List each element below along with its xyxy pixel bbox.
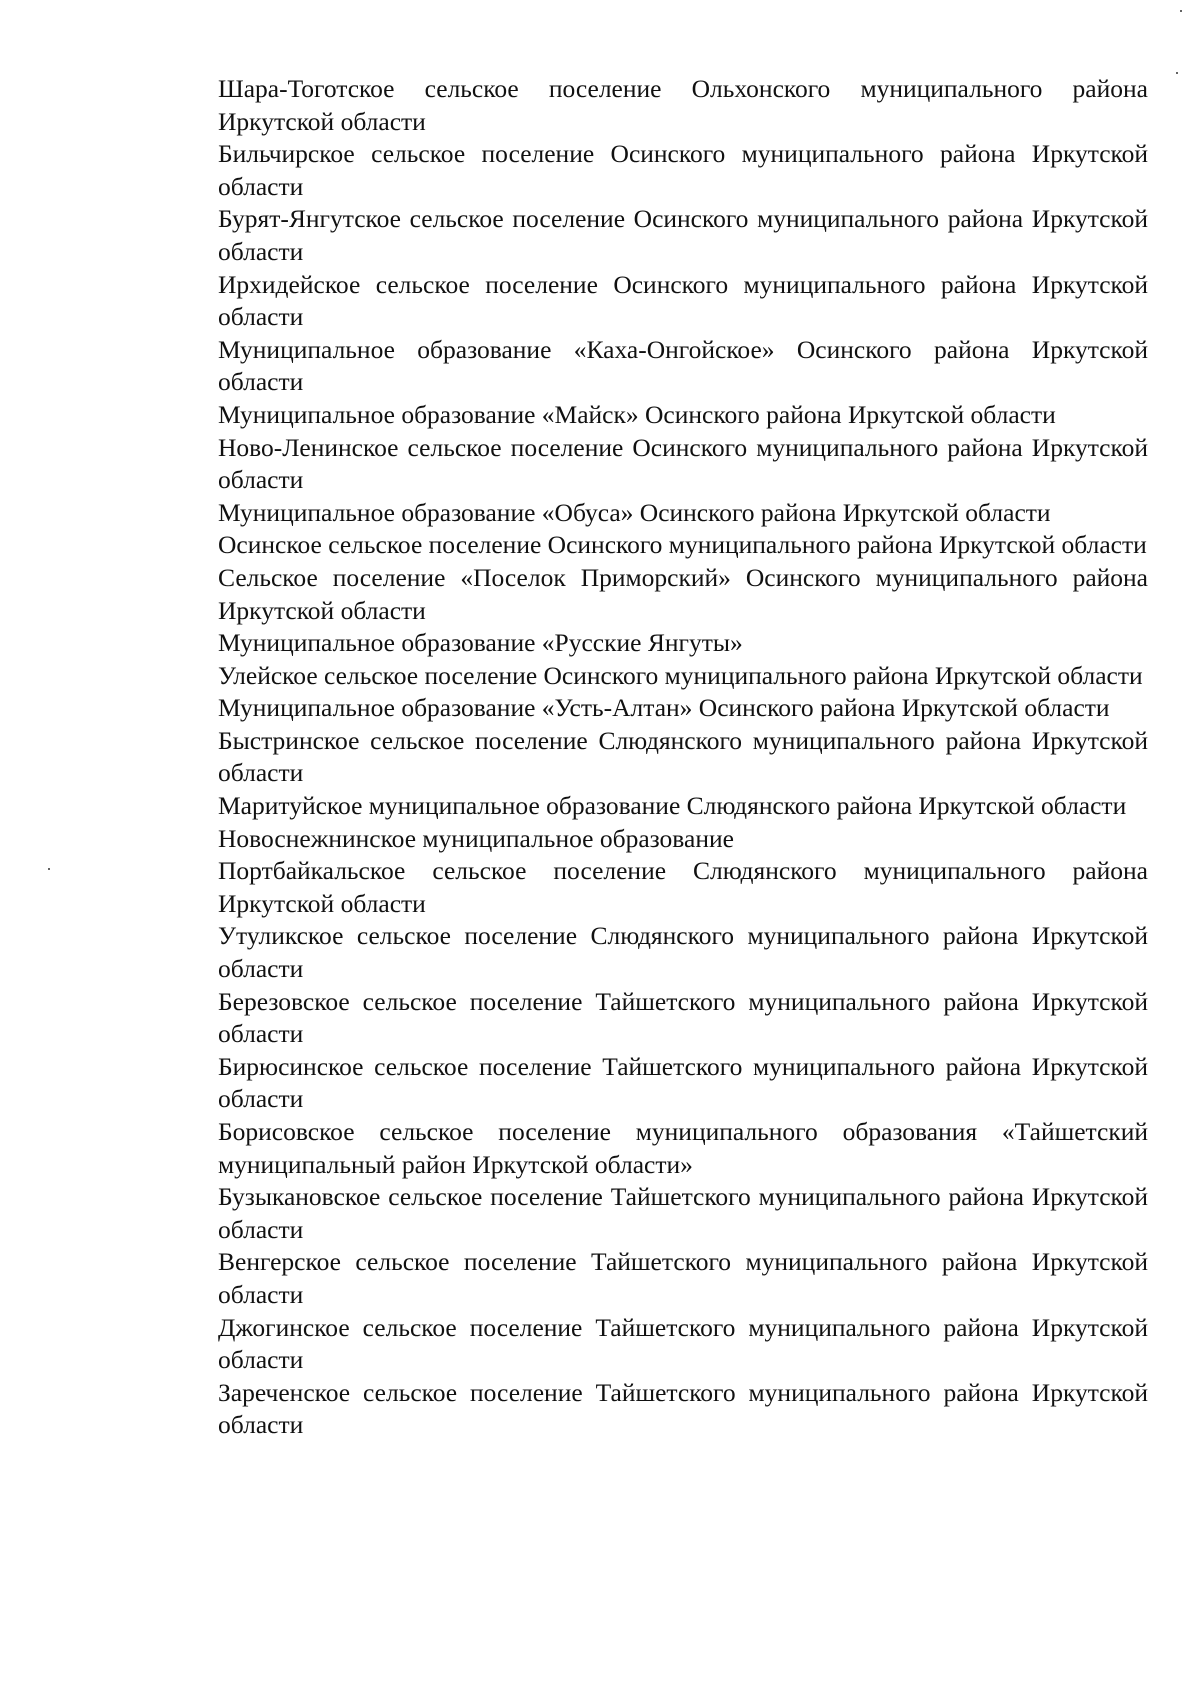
list-item: Борисовское сельское поселение муниципального образования «Тайшетский муниципальный район Иркутской области» <box>218 1117 1148 1179</box>
list-item: Утуликское сельское поселение Слюдянского муниципального района Иркутской области <box>218 921 1148 984</box>
list-item: Муниципальное образование «Обуса» Осинского района Иркутской области <box>218 497 1051 527</box>
entity-list <box>218 73 1148 1442</box>
list-item: Бильчирское сельское поселение Осинского муниципального района Иркутской области <box>218 139 1148 201</box>
list-item: Муниципальное образование «Усть-Алтан» Осинского района Иркутской области <box>218 693 1110 723</box>
list-item: Новоснежнинское муниципальное образование <box>218 823 734 853</box>
list-item: Маритуйское муниципальное образование Слюдянского района Иркутской области <box>218 791 1127 821</box>
list-item: Быстринское сельское поселение Слюдянского муниципального района Иркутской области <box>218 725 1148 788</box>
list-item: Шара-Тоготское сельское поселение Ольхонского муниципального района Иркутской области <box>218 74 1148 136</box>
list-item: Зареченское сельское поселение Тайшетского муниципального района Иркутской области <box>218 1377 1148 1440</box>
list-item: Муниципальное образование «Майск» Осинского района Иркутской области <box>218 399 1056 429</box>
list-item: Улейское сельское поселение Осинского муниципального района Иркутской области <box>218 660 1143 690</box>
list-item: Бирюсинское сельское поселение Тайшетского муниципального района Иркутской области <box>218 1051 1148 1114</box>
list-item: Муниципальное образование «Русские Янгуты» <box>218 628 743 658</box>
list-item: Муниципальное образование «Каха-Онгойское» Осинского района Иркутской области <box>218 334 1148 397</box>
list-item: Венгерское сельское поселение Тайшетского муниципального района Иркутской области <box>218 1247 1148 1309</box>
scan-speck <box>1180 10 1182 12</box>
list-item: Ирхидейское сельское поселение Осинского муниципального района Иркутской области <box>218 269 1148 332</box>
list-item: Ново-Ленинское сельское поселение Осинского муниципального района Иркутской области <box>218 432 1148 495</box>
list-item: Бурят-Янгутское сельское поселение Осинского муниципального района Иркутской области <box>218 204 1148 266</box>
scan-speck <box>48 868 50 870</box>
scan-speck <box>1176 72 1178 74</box>
list-item: Сельское поселение «Поселок Приморский» Осинского муниципального района Иркутской области <box>218 562 1148 625</box>
list-item: Осинское сельское поселение Осинского муниципального района Иркутской области <box>218 530 1147 560</box>
list-item: Бузыкановское сельское поселение Тайшетского муниципального района Иркутской области <box>218 1182 1148 1244</box>
list-item: Джогинское сельское поселение Тайшетского муниципального района Иркутской области <box>218 1312 1148 1375</box>
list-item: Березовское сельское поселение Тайшетского муниципального района Иркутской области <box>218 986 1148 1049</box>
list-item: Портбайкальское сельское поселение Слюдянского муниципального района Иркутской области <box>218 856 1148 918</box>
